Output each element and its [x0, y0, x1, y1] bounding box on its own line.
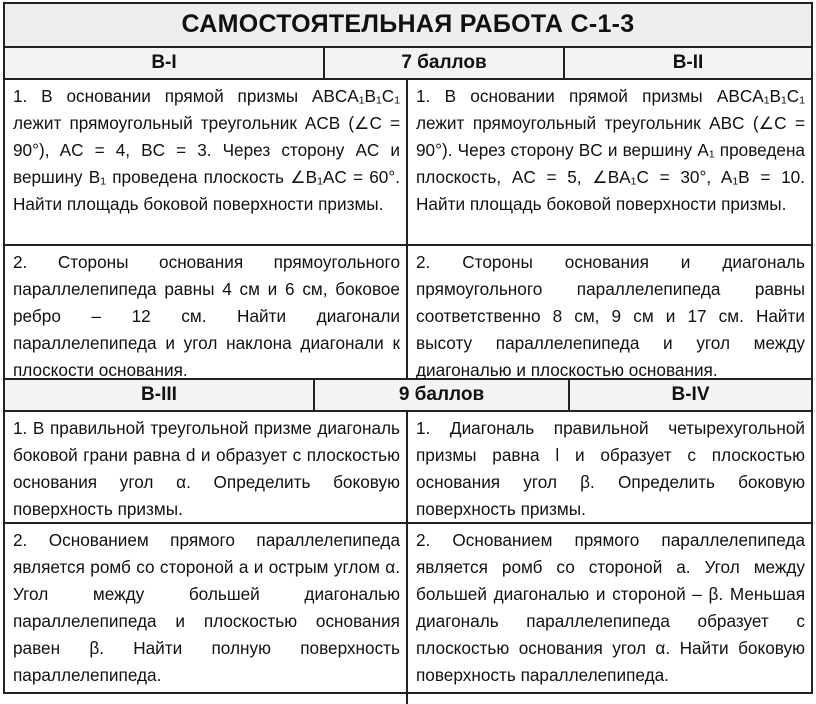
task-v1-1: 1. В основании прямой призмы ABCA₁B₁C₁ лежит прямоугольный треугольник ACB (∠C = 90°), AC = 4, BC = 3. Через сторону AC и вершину B₁ проведена плоскость ∠B₁AC = 60°. Найти площадь боковой поверхности призмы.: [5, 80, 408, 244]
task-v2-2: 2. Стороны основания и диагональ прямоугольного параллелепипеда равны соответственно 8 см, 9 см и 17 см. Найти высоту параллелепипеда и угол между диагональю и плоскостью основания.: [416, 252, 805, 380]
worksheet: [3, 2, 813, 694]
task-v3-2: 2. Основанием прямого параллелепипеда является ромб со стороной a и острым углом α. Угол между большей диагональю параллелепипеда и плоскостью основания равен β. Найти полную поверхность параллелепипеда.: [5, 524, 408, 704]
variant-label-2: В-II: [672, 52, 704, 73]
variant-label-4: В-IV: [671, 384, 710, 405]
task-row-1: [5, 80, 811, 246]
task-v2-1: 1. В основании прямой призмы ABCA₁B₁C₁ лежит прямоугольный треугольник ABC (∠C = 90°). Через сторону BC и вершину A₁ проведена плоскость, AC = 5, ∠BA₁C = 30°, A₁B = 10. Найти площадь боковой поверхности призмы.: [416, 86, 805, 214]
task-row-4: [5, 524, 811, 704]
variant-label-3: В-III: [5, 380, 315, 410]
task-v1-2: 2. Стороны основания прямоугольного параллелепипеда равны 4 см и 6 см, боковое ребро – 12 см. Найти диагонали параллелепипеда и угол наклона диагонали к плоскости основания.: [5, 246, 408, 378]
task-v3-1: 1. В правильной треугольной призме диагональ боковой грани равна d и образует с плоскостью основания угол α. Определить боковую поверхность призмы.: [5, 412, 408, 522]
page-title: САМОСТОЯТЕЛЬНАЯ РАБОТА С-1-3: [5, 4, 811, 48]
points-label-2: 9 баллов: [315, 380, 570, 410]
task-v4-1: 1. Диагональ правильной четырехугольной призмы равна l и образует с плоскостью основания угол β. Определить боковую поверхность призмы.: [416, 418, 805, 519]
task-row-2: [5, 246, 811, 380]
task-row-3: [5, 412, 811, 524]
points-label-1: 7 баллов: [325, 48, 565, 78]
variant-label-1: В-I: [5, 48, 325, 78]
variant-header-2: [5, 380, 811, 412]
task-v4-2: 2. Основанием прямого параллелепипеда является ромб со стороной a. Угол между большей диагональю и стороной – β. Меньшая диагональ параллелепипеда образует с плоскостью основания угол α. Найти боковую поверхность параллелепипеда.: [416, 530, 805, 685]
variant-header-1: [5, 48, 811, 80]
